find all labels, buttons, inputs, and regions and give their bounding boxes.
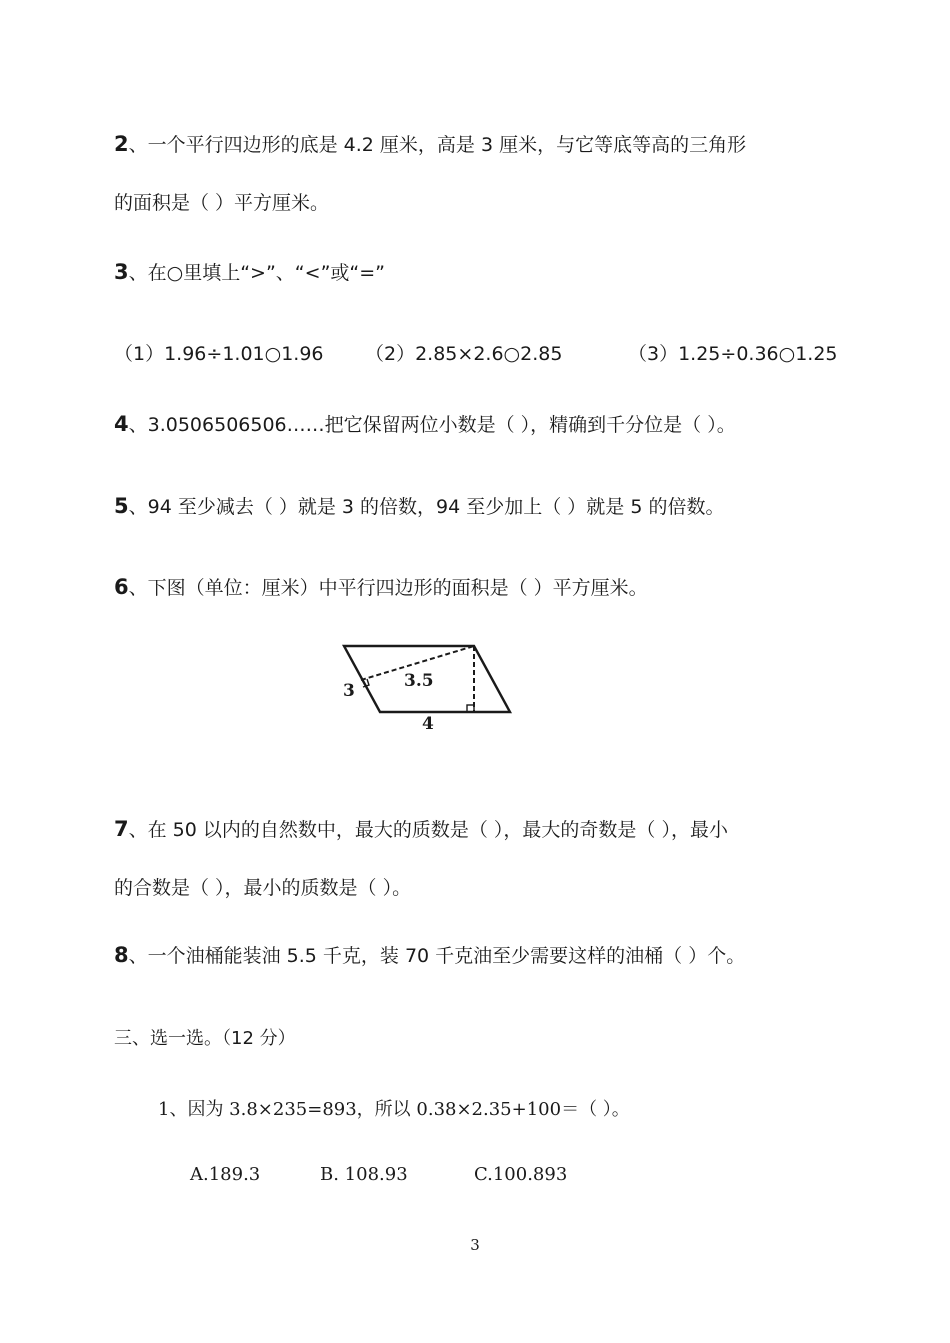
- question-3: [114, 258, 385, 285]
- question-text: 、一个油桶能装油 5.5 千克，装 70 千克油至少需要这样的油桶（ ）个。: [128, 945, 746, 967]
- diagonal-height-label: 3.5: [404, 671, 434, 691]
- compare-item-1: （1）1.96÷1.01○1.96: [114, 343, 324, 365]
- question-2-line-1: [114, 130, 746, 157]
- section-3-title: 三、选一选。（12 分）: [114, 1028, 296, 1049]
- compare-item-2: （2）2.85×2.6○2.85: [365, 343, 563, 365]
- side-label: 3: [343, 681, 355, 701]
- question-5: [114, 492, 724, 519]
- parallelogram-figure: [334, 634, 524, 734]
- question-8: [114, 941, 745, 968]
- option-a: A.189.3: [190, 1164, 261, 1185]
- question-text: 、下图（单位：厘米）中平行四边形的面积是（ ）平方厘米。: [128, 577, 648, 599]
- option-c: C.100.893: [474, 1164, 568, 1185]
- question-7-line-1: [114, 815, 728, 842]
- question-7-line-2: 的合数是（ ），最小的质数是（ ）。: [114, 877, 412, 899]
- question-text: 、在 50 以内的自然数中，最大的质数是（ ），最大的奇数是（ ），最小: [128, 819, 728, 841]
- question-number: 8: [114, 943, 129, 967]
- question-text: 、94 至少减去（ ）就是 3 的倍数，94 至少加上（ ）就是 5 的倍数。: [128, 496, 725, 518]
- compare-item-3: （3）1.25÷0.36○1.25: [628, 343, 838, 365]
- question-number: 2: [114, 132, 129, 156]
- question-4: [114, 410, 736, 437]
- section-3-question-1: 1、因为 3.8×235=893，所以 0.38×2.35+100＝（ ）。: [158, 1099, 630, 1120]
- question-number: 5: [114, 494, 129, 518]
- question-6: [114, 573, 648, 600]
- question-2-line-2: 的面积是（ ）平方厘米。: [114, 192, 330, 214]
- question-text: 、3.0506506506……把它保留两位小数是（ ），精确到千分位是（ ）。: [128, 414, 736, 436]
- question-number: 3: [114, 260, 129, 284]
- question-number: 7: [114, 817, 129, 841]
- page-number: 3: [470, 1236, 480, 1254]
- option-b: B. 108.93: [320, 1164, 408, 1185]
- base-label: 4: [422, 714, 434, 734]
- question-text: 、在○里填上“>”、“<”或“=”: [128, 262, 386, 284]
- question-number: 6: [114, 575, 129, 599]
- question-text: 、一个平行四边形的底是 4.2 厘米，高是 3 厘米，与它等底等高的三角形: [128, 134, 747, 156]
- question-number: 4: [114, 412, 129, 436]
